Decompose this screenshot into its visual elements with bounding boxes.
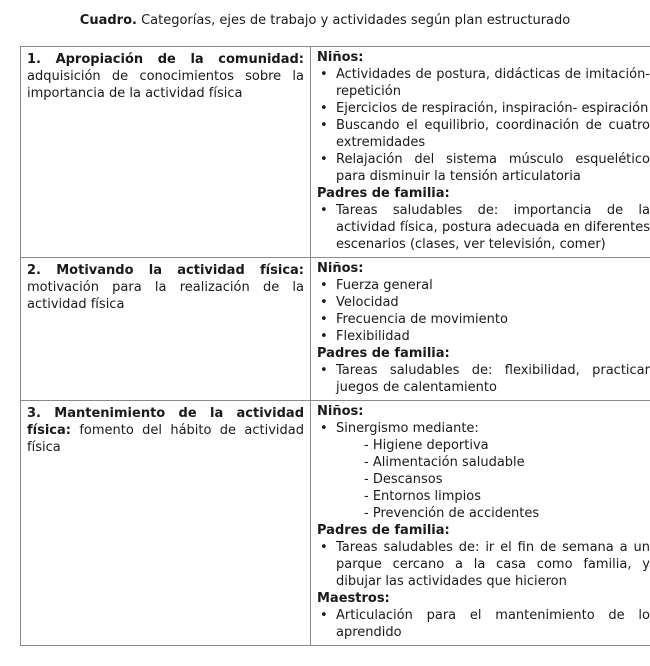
- bullet-item: • Velocidad: [317, 294, 650, 311]
- categories-table: [20, 46, 650, 646]
- bullet-item: • Frecuencia de movimiento: [317, 311, 650, 328]
- group-label: Padres de familia:: [317, 186, 450, 201]
- bullet-list: [317, 420, 650, 522]
- bullet-item: • Buscando el equilibrio, coordinación de cuatro extremidades: [317, 117, 650, 151]
- bullet-list: [317, 66, 650, 185]
- bullet-item: • Fuerza general: [317, 277, 650, 294]
- table-row: [21, 258, 650, 401]
- bullet-item: • Tareas saludables de: flexibilidad, practicar juegos de calentamiento: [317, 362, 650, 396]
- bullet-item: • Ejercicios de respiración, inspiración- espiración: [317, 100, 650, 117]
- activities-cell: [311, 47, 650, 258]
- group-label: Maestros:: [317, 591, 390, 606]
- group-label: Niños:: [317, 50, 364, 65]
- bullet-item: • Articulación para el mantenimiento de lo aprendido: [317, 607, 650, 641]
- category-title: 1. Apropiación de la comunidad:: [27, 52, 304, 67]
- caption-text: Categorías, ejes de trabajo y actividades según plan estructurado: [136, 13, 571, 28]
- category-description: fomento del hábito de actividad física: [27, 423, 304, 455]
- category-cell: [21, 47, 311, 258]
- activities-cell: [311, 258, 650, 401]
- bullet-list: [317, 277, 650, 345]
- group-label: Niños:: [317, 261, 364, 276]
- category-description: motivación para la realización de la actividad física: [27, 280, 304, 312]
- activities-cell: [311, 401, 650, 646]
- bullet-list: [317, 362, 650, 396]
- bullet-list: [317, 539, 650, 590]
- table-row: [21, 47, 650, 258]
- category-paragraph: [27, 51, 304, 102]
- table-caption: [10, 12, 640, 29]
- category-cell: [21, 258, 311, 401]
- category-title: 2. Motivando la actividad física:: [27, 263, 304, 278]
- category-cell: [21, 401, 311, 646]
- dash-subitem: - Descansos: [336, 471, 650, 488]
- bullet-item: • Relajación del sistema músculo esquelético para disminuir la tensión articulatoria: [317, 151, 650, 185]
- caption-label: Cuadro.: [79, 13, 137, 28]
- dash-subitem: - Prevención de accidentes: [336, 505, 650, 522]
- category-description: adquisición de conocimientos sobre la importancia de la actividad física: [27, 69, 304, 101]
- bullet-item: • Tareas saludables de: importancia de la actividad física, postura adecuada en diferentes escenarios (clases, ver televisión, comer): [317, 202, 650, 253]
- category-paragraph: [27, 405, 304, 456]
- category-paragraph: [27, 262, 304, 313]
- bullet-list: [317, 607, 650, 641]
- bullet-item: • Sinergismo mediante: - Higiene deportiva - Alimentación saludable - Descansos - Entornos limpios - Prevención de accidentes: [317, 420, 650, 522]
- bullet-list: [317, 202, 650, 253]
- dash-subitem: - Higiene deportiva: [336, 437, 650, 454]
- table-body: [21, 47, 650, 646]
- bullet-item: • Actividades de postura, didácticas de imitación- repetición: [317, 66, 650, 100]
- bullet-item: • Tareas saludables de: ir el fin de semana a un parque cercano a la casa como familia, y dibujar las actividades que hicieron: [317, 539, 650, 590]
- group-label: Padres de familia:: [317, 346, 450, 361]
- dash-subitem: - Entornos limpios: [336, 488, 650, 505]
- group-label: Niños:: [317, 404, 364, 419]
- table-row: [21, 401, 650, 646]
- dash-subitem: - Alimentación saludable: [336, 454, 650, 471]
- category-title: 3. Mantenimiento de la actividad física:: [27, 406, 304, 438]
- bullet-item: • Flexibilidad: [317, 328, 650, 345]
- group-label: Padres de familia:: [317, 523, 450, 538]
